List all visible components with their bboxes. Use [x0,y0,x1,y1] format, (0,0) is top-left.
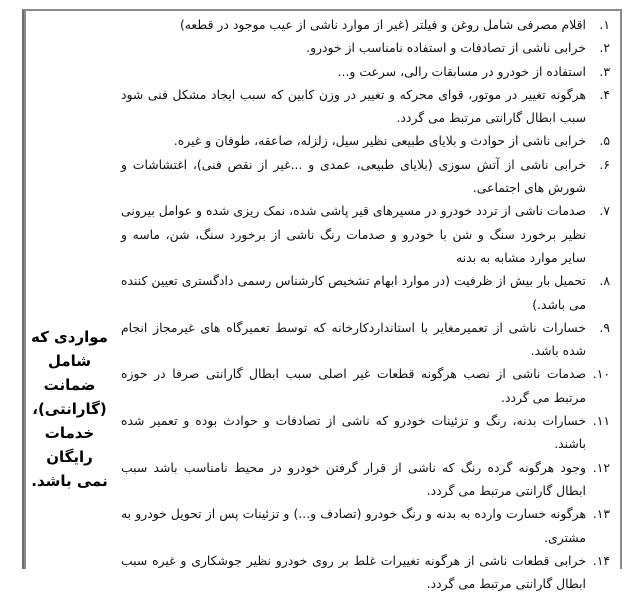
category-label-line: مواردی که [31,328,108,346]
category-label-line: نمی باشد. [31,472,108,490]
category-label [26,325,113,493]
item-number: ۵. [599,133,610,149]
item-text: هرگونه تغییر در موتور، قوای محرکه و تغییر در وزن کابین که سبب ایجاد مشکل فنی شود سبب ابطال گارانتی مرتبط می گردد. [121,86,586,126]
item-text: اقلام مصرفی شامل روغن و فیلتر (غیر از موارد ناشی از عیب موجود در قطعه) [179,17,586,32]
list-item [121,153,610,200]
category-label-line: (گارانتی)، [32,400,107,418]
item-text: صدمات ناشی از نصب هرگونه قطعات غیر اصلی سبب ابطال گارانتی صرفا در حوزه مرتبط می گردد. [121,366,586,405]
list-item [121,199,610,269]
item-text: تحمیل بار بیش از ظرفیت (در موارد ابهام تشخیص کارشناس رسمی دادگستری تعیین کننده می باشد.) [121,273,586,312]
item-number: ۱. [599,17,610,32]
item-text: خرابی ناشی از حوادث و بلایای طبیعی نظیر سیل، زلزله، صاعقه، طوفان و غیره. [173,133,586,149]
list-item [121,129,610,152]
item-number: ۷. [599,203,610,219]
item-text: وجود هرگونه گرده رنگ که ناشی از قرار گرفتن خودرو در محیط نامناسب باشد سبب ابطال گارانتی مرتبط می گردد. [121,459,586,498]
list-item [121,36,610,59]
item-number: ۳. [599,63,610,79]
list-item [121,316,610,363]
warranty-exclusions-table [22,9,622,592]
item-text: استفاده از خودرو در مسابقات رالی، سرعت و... [337,63,586,79]
category-label-line: شامل ضمانت [43,352,96,394]
item-number: ۴. [599,86,610,102]
item-text: خرابی قطعات ناشی از هرگونه تغییرات غلط بر روی خودرو نظیر جوشکاری و غیره سبب ابطال گارانتی مرتبط می گردد. [121,552,586,592]
item-number: ۱۱. [592,413,610,429]
item-number: ۶. [599,156,610,172]
item-number: ۹. [599,319,610,335]
item-number: ۲. [599,40,610,56]
list-item [121,60,610,83]
exclusions-list [113,11,620,592]
category-label-cell [24,11,113,569]
category-label-line: خدمات رایگان [44,424,95,466]
item-number: ۱۰. [592,366,610,382]
item-number: ۱۳. [592,506,610,522]
list-item [121,409,610,456]
item-number: ۱۴. [592,552,610,568]
item-text: صدمات ناشی از تردد خودرو در مسیرهای قیر پاشی شده، نمک ریزی شده و عوامل بیرونی نظیر برخورد سنگ و شن با خودرو و صدمات رنگ ناشی از برخورد سنگ، شن، ماسه و سایر موارد مشابه به بدنه [121,203,586,265]
list-item [121,269,610,316]
item-text: خرابی ناشی از آتش سوزی (بلایای طبیعی، عمدی و ...غیر از نقص فنی)، اغتشاشات و شورش های اجتماعی. [121,156,586,196]
item-number: ۱۲. [592,459,610,475]
item-text: خرابی ناشی از تصادفات و استفاده نامناسب از خودرو. [306,40,586,56]
list-item [121,13,610,36]
list-item [121,456,610,503]
item-text: خسارات ناشی از تعمیرمغایر با استانداردکارخانه که توسط تعمیرگاه های غیرمجاز انجام شده باشد. [121,319,586,359]
list-item [121,549,610,595]
list-item [121,362,610,409]
item-text: خسارات بدنه، رنگ و تزئینات خودرو که ناشی از تصادفات و حوادث بوده و تعمیر شده باشند. [121,413,586,452]
item-text: هرگونه خسارت وارده به بدنه و رنگ خودرو (تصادف و...) و تزئینات پس از تحویل خودرو به مشتری. [121,506,586,545]
list-item [121,83,610,130]
item-number: ۸. [599,273,610,289]
